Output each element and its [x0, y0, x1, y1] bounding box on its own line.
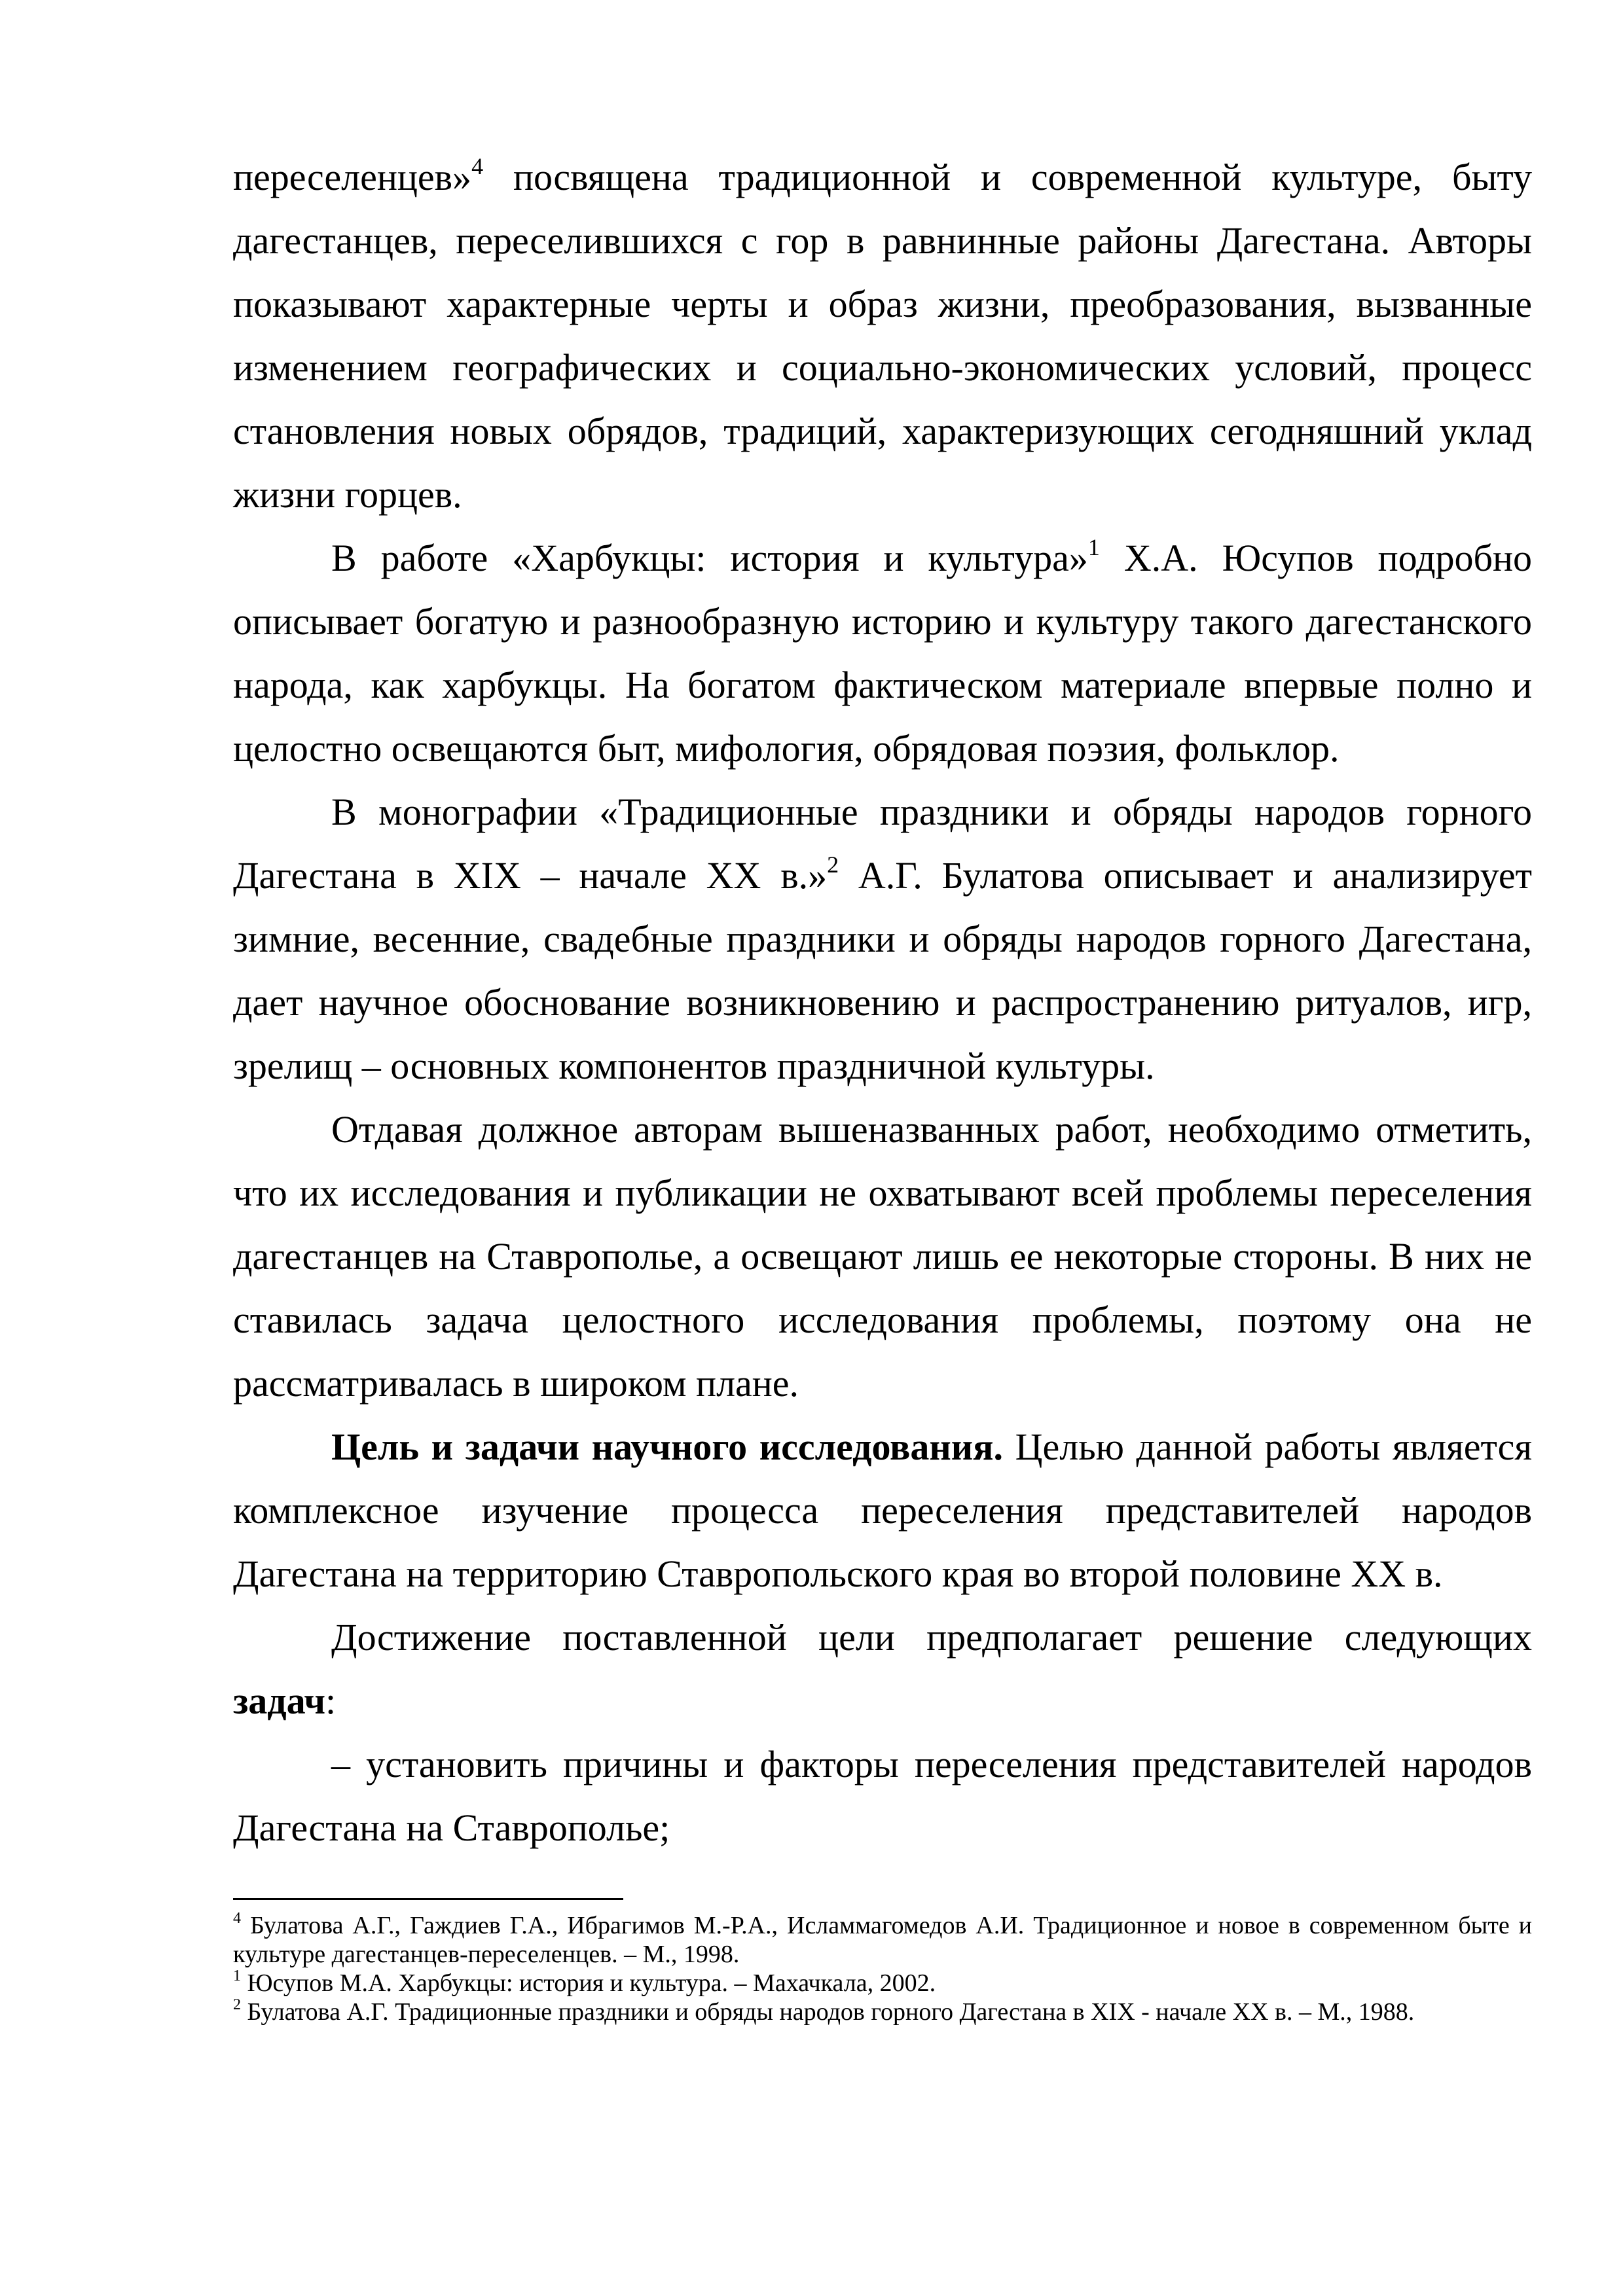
- tasks-word: задач: [233, 1679, 326, 1722]
- footnote-text: Булатова А.Г. Традиционные праздники и обряды народов горного Дагестана в XIX - начале XX в. – М., 1988.: [241, 1998, 1415, 2026]
- paragraph-resettlers-study: [233, 145, 1532, 526]
- footnote-1: [233, 1969, 1532, 1998]
- footnote-mark: 4: [233, 1910, 241, 1927]
- paragraph-text: Целью данной работы является комплексное изучение процесса переселения представителей народов Дагестана на территорию Ставропольского края во второй половине XX в.: [233, 1426, 1532, 1595]
- goal-heading: Цель и задачи научного исследования.: [331, 1426, 1004, 1468]
- footnote-ref-1: 1: [1087, 534, 1100, 560]
- paragraph-kharbukcy: [233, 526, 1532, 780]
- paragraph-monograph: [233, 780, 1532, 1098]
- footnote-text: Юсупов М.А. Харбукцы: история и культура. – Махачкала, 2002.: [241, 1969, 936, 1997]
- task-item-1: – установить причины и факторы переселения представителей народов Дагестана на Ставрополье;: [233, 1743, 1532, 1849]
- footnote-ref-2: 2: [827, 852, 839, 878]
- paragraph-goal: [233, 1415, 1532, 1605]
- paragraph-text: В работе «Харбукцы: история и культура»: [331, 537, 1088, 579]
- paragraph-text: Достижение поставленной цели предполагает решение следующих: [331, 1616, 1532, 1659]
- paragraph-text: В монографии «Традиционные праздники и обряды народов горного Дагестана в XIX – начале XX в.»: [233, 791, 1532, 897]
- paragraph-text: посвящена традиционной и современной культуре, быту дагестанцев, переселившихся с гор в равнинные районы Дагестана. Авторы показывают характерные черты и образ жизни, преобразования, вызванные изменением географических и социально-экономических условий, процесс становления новых обрядов, традиций, характеризующих сегодняшний уклад жизни горцев.: [233, 156, 1532, 516]
- paragraph-text: А.Г. Булатова описывает и анализирует зимние, весенние, свадебные праздники и обряды народов горного Дагестана, дает научное обоснование возникновению и распространению ритуалов, игр, зрелищ – основных компонентов праздничной культуры.: [233, 854, 1532, 1087]
- paragraph-text: Х.А. Юсупов подробно описывает богатую и разнообразную историю и культуру такого дагестанского народа, как харбукцы. На богатом фактическом материале впервые полно и целостно освещаются быт, мифология, обрядовая поэзия, фольклор.: [233, 537, 1533, 770]
- footnote-mark: 1: [233, 1967, 241, 1984]
- footnote-separator: [233, 1898, 623, 1900]
- footnote-2: [233, 1998, 1532, 2026]
- paragraph-assessment: Отдавая должное авторам вышеназванных работ, необходимо отметить, что их исследования и публикации не охватывают всей проблемы переселения дагестанцев на Ставрополье, а освещают лишь ее некоторые стороны. В них не ставилась задача целостного исследования проблемы, поэтому она не рассматривалась в широком плане.: [233, 1108, 1532, 1405]
- body-text: [233, 145, 1532, 1859]
- footnote-4: [233, 1911, 1532, 1969]
- footnote-mark: 2: [233, 1996, 241, 2013]
- paragraph-tasks-intro: [233, 1605, 1532, 1732]
- footnote-ref-4: 4: [471, 153, 484, 179]
- paragraph-text: :: [325, 1679, 337, 1722]
- footnote-text: Булатова А.Г., Гаждиев Г.А., Ибрагимов М.-Р.А., Исламмагомедов А.И. Традиционное и новое в современном быте и культуре дагестанцев-переселенцев. – М., 1998.: [233, 1912, 1532, 1968]
- paragraph-text: переселенцев»: [233, 156, 472, 198]
- footnotes: [233, 1911, 1532, 2026]
